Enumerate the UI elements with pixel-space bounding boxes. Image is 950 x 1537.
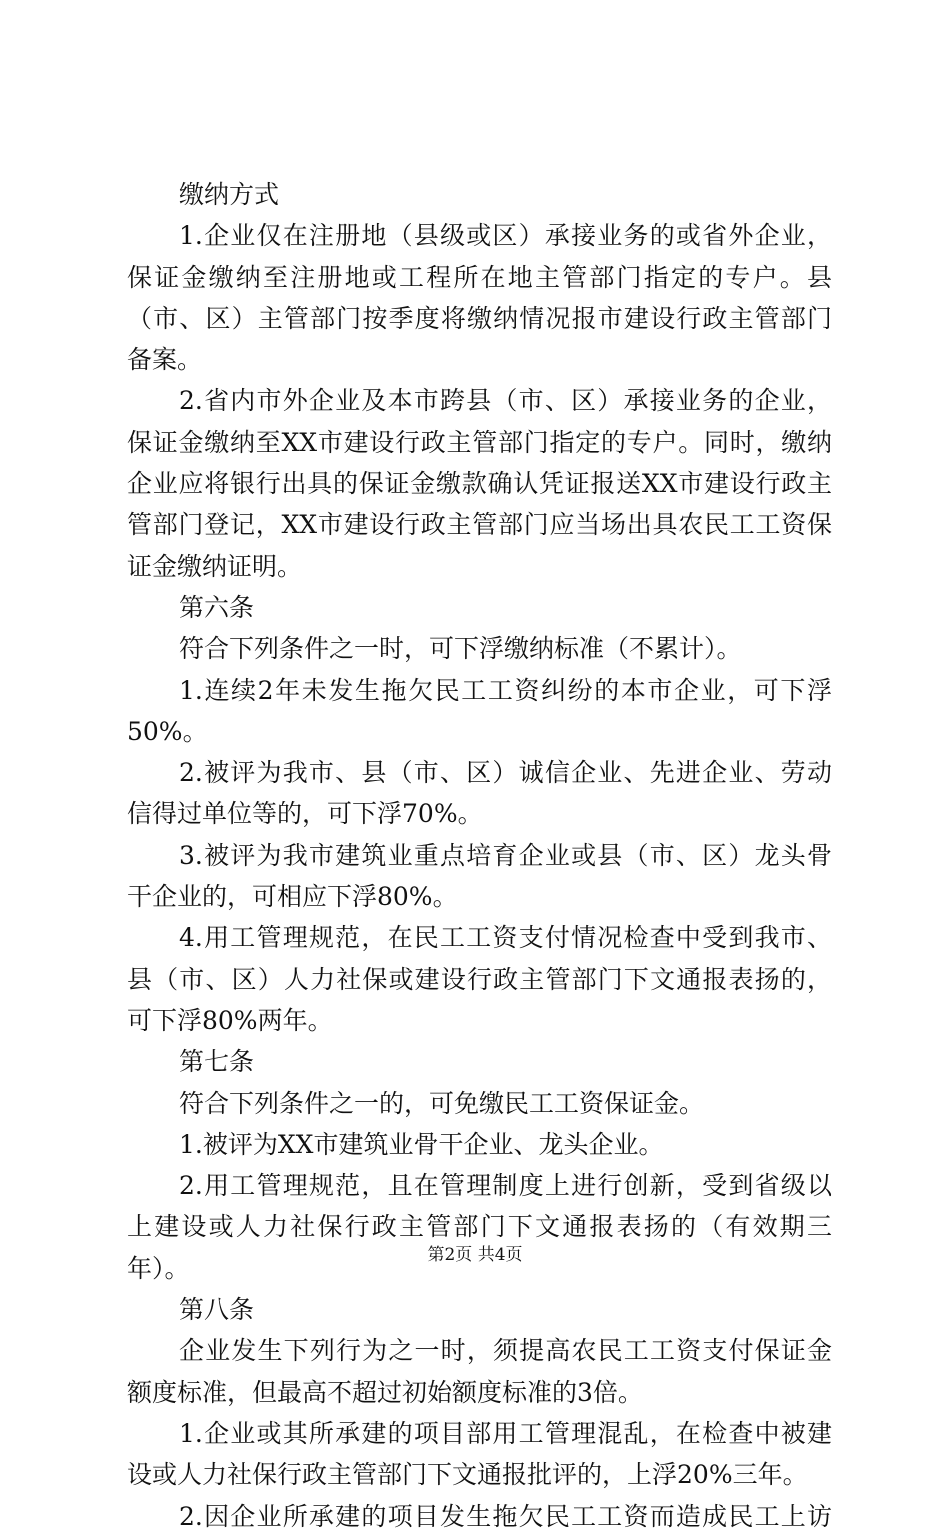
text-line: 3.被评为我市建筑业重点培育企业或县（市、区）龙头骨 bbox=[179, 840, 832, 870]
text-line: 信得过单位等的，可下浮70%。 bbox=[127, 799, 483, 829]
text-line: 1.连续2年未发生拖欠民工工资纠纷的本市企业，可下浮 bbox=[179, 675, 832, 705]
text-line: 可下浮80%两年。 bbox=[127, 1005, 333, 1035]
section-heading: 第七条 bbox=[179, 1047, 255, 1077]
text-line: 缴纳方式 bbox=[179, 180, 280, 209]
text-line: 企业应将银行出具的保证金缴款确认凭证报送XX市建设行政主 bbox=[127, 469, 832, 499]
text-line: 企业发生下列行为之一时，须提高农民工工资支付保证金 bbox=[179, 1336, 832, 1366]
text-line: 上建设或人力社保行政主管部门下文通报表扬的（有效期三 bbox=[127, 1212, 832, 1242]
text-line: 2.省内市外企业及本市跨县（市、区）承接业务的企业， bbox=[179, 386, 832, 416]
text-line: 县（市、区）人力社保或建设行政主管部门下文通报表扬的， bbox=[127, 964, 832, 994]
section-heading: 第六条 bbox=[179, 592, 255, 622]
text-line: 证金缴纳证明。 bbox=[127, 551, 303, 581]
page-number: 第2页 共4页 bbox=[427, 1245, 523, 1265]
text-line: 保证金缴纳至XX市建设行政主管部门指定的专户。同时，缴纳 bbox=[127, 427, 832, 457]
text-line: 1.被评为XX市建筑业骨干企业、龙头企业。 bbox=[179, 1129, 664, 1159]
text-line: 符合下列条件之一的，可免缴民工工资保证金。 bbox=[179, 1088, 705, 1118]
document-body bbox=[127, 174, 832, 1537]
text-line: 管部门登记，XX市建设行政主管部门应当场出具农民工工资保 bbox=[127, 510, 832, 540]
text-line: 设或人力社保行政主管部门下文通报批评的，上浮20%三年。 bbox=[127, 1460, 808, 1490]
text-line: 保证金缴纳至注册地或工程所在地主管部门指定的专户。县 bbox=[127, 262, 832, 292]
text-line: 1.企业仅在注册地（县级或区）承接业务的或省外企业， bbox=[179, 221, 832, 251]
text-line: 1.企业或其所承建的项目部用工管理混乱，在检查中被建 bbox=[179, 1418, 832, 1448]
text-line: 2.用工管理规范，且在管理制度上进行创新，受到省级以 bbox=[179, 1171, 832, 1201]
text-line: 符合下列条件之一时，可下浮缴纳标准（不累计）。 bbox=[179, 634, 742, 664]
text-line: （市、区）主管部门按季度将缴纳情况报市建设行政主管部门 bbox=[127, 303, 832, 333]
section-heading: 第八条 bbox=[179, 1295, 255, 1325]
text-line: 额度标准，但最高不超过初始额度标准的3倍。 bbox=[127, 1377, 643, 1407]
text-line: 2.因企业所承建的项目发生拖欠民工工资而造成民工上访 bbox=[179, 1501, 832, 1531]
text-line: 50%。 bbox=[127, 716, 208, 746]
text-line: 年）。 bbox=[127, 1253, 190, 1283]
text-line: 干企业的，可相应下浮80%。 bbox=[127, 882, 458, 912]
text-line: 4.用工管理规范，在民工工资支付情况检查中受到我市、 bbox=[179, 923, 832, 953]
text-line: 备案。 bbox=[127, 345, 203, 375]
text-line: 2.被评为我市、县（市、区）诚信企业、先进企业、劳动 bbox=[179, 758, 832, 788]
